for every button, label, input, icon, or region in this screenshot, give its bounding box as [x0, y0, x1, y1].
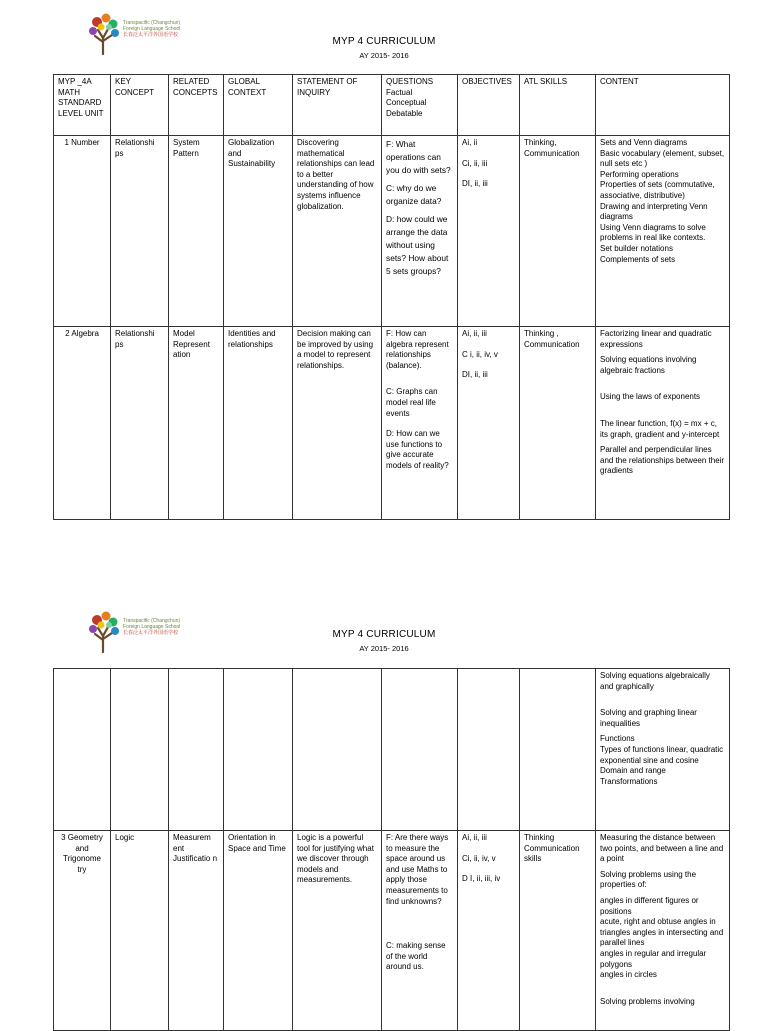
curriculum-table	[53, 74, 730, 520]
statement-of-inquiry-cell: Logic is a powerful tool for justifying what we discover through models and measurements.	[293, 831, 382, 1031]
objective-a: Ai, ii, iii	[462, 833, 487, 842]
key-concept-cell: Relationshi ps	[111, 136, 169, 327]
objective-d: DI, ii, iii	[462, 179, 488, 189]
statement-of-inquiry-cell	[293, 669, 382, 831]
question-conceptual: C: making sense of the world around us.	[386, 941, 446, 972]
statement-of-inquiry-cell: Decision making can be improved by using a model to represent relationships.	[293, 327, 382, 520]
academic-year: AY 2015- 2016	[359, 51, 409, 60]
logo-line-1: Transpacific (Changchun)	[123, 618, 181, 624]
document-page-2	[0, 592, 768, 1024]
logo-line-1: Transpacific (Changchun)	[123, 20, 181, 26]
content-item: Parallel and perpendicular lines and the relationships between their gradients	[600, 445, 725, 476]
questions-cell	[382, 327, 458, 520]
header-row	[54, 75, 730, 136]
objectives-cell	[458, 327, 520, 520]
unit-cell: 3 Geometry and Trigonome try	[54, 831, 111, 1031]
header-global-context: GLOBAL CONTEXT	[224, 75, 293, 136]
objective-a: Ai, ii, iii	[462, 329, 487, 338]
objective-c: C i, ii, iv, v	[462, 349, 498, 359]
related-concepts-cell: System Pattern	[169, 136, 224, 327]
objective-a: Ai, ii	[462, 138, 478, 147]
objectives-cell	[458, 669, 520, 831]
content-item: The linear function, f(x) = mx + c, its graph, gradient and y-intercept	[600, 418, 720, 439]
objectives-cell	[458, 136, 520, 327]
related-concepts-cell: Measurem ent Justificatio n	[169, 831, 224, 1031]
header-key-concept: KEY CONCEPT	[111, 75, 169, 136]
logo-line-2: Foreign Language School	[123, 624, 181, 630]
related-concepts-cell: Model Represent ation	[169, 327, 224, 520]
table-row-geometry	[54, 831, 730, 1031]
header-unit: MYP _4A MATH STANDARD LEVEL UNIT	[54, 75, 111, 136]
content-item: Solving problems involving	[600, 996, 695, 1006]
logo-line-3: 长春泛太平洋外国语学校	[123, 32, 179, 38]
content-cell	[596, 831, 730, 1031]
tree-logo-icon	[86, 10, 122, 56]
content-cell	[596, 669, 730, 831]
content-item: Factorizing linear and quadratic expressions	[600, 329, 712, 349]
atl-skills-cell: Thinking, Communication	[520, 136, 596, 327]
key-concept-cell	[111, 669, 169, 831]
unit-cell: 1 Number	[54, 136, 111, 327]
global-context-cell: Globalization and Sustainability	[224, 136, 293, 327]
logo-line-3: 长春泛太平洋外国语学校	[123, 630, 179, 636]
unit-cell	[54, 669, 111, 831]
logo-line-2: Foreign Language School	[123, 26, 181, 32]
header-atl-skills: ATL SKILLS	[520, 75, 596, 136]
atl-skills-cell: Thinking Communication skills	[520, 831, 596, 1031]
question-conceptual: C: why do we organize data?	[386, 183, 442, 206]
table-row-algebra	[54, 327, 730, 520]
header-statement-of-inquiry: STATEMENT OF INQUIRY	[293, 75, 382, 136]
content-cell: Sets and Venn diagrams Basic vocabulary (element, subset, null sets etc ) Performing operations Properties of sets (commutative, associative, distributive) Drawing and interpreting Venn diagrams Using Venn diagrams to solve problems in real like contexts. Set builder notations Complements of sets	[596, 136, 730, 327]
question-debatable: D: how could we arrange the data without using sets? How about 5 sets groups?	[386, 214, 449, 276]
objective-c: Ci, ii, iii	[462, 158, 488, 168]
question-factual: F: Are there ways to measure the space around us and use Maths to apply those measurements to find unknowns?	[386, 833, 449, 906]
global-context-cell: Orientation in Space and Time	[224, 831, 293, 1031]
content-cell	[596, 327, 730, 520]
header-objectives: OBJECTIVES	[458, 75, 520, 136]
objective-d: D I, ii, iii, iv	[462, 874, 501, 884]
content-item: Using the laws of exponents	[600, 392, 701, 402]
content-item: Solving problems using the properties of:	[600, 869, 697, 890]
header-content: CONTENT	[596, 75, 730, 136]
page-title: MYP 4 CURRICULUM	[332, 36, 436, 47]
question-debatable: D: How can we use functions to give accurate models of reality?	[386, 429, 449, 470]
objective-d: DI, ii, iii	[462, 370, 488, 380]
atl-skills-cell	[520, 669, 596, 831]
question-factual: F: What operations can you do with sets?	[386, 139, 451, 175]
page-title: MYP 4 CURRICULUM	[332, 629, 436, 640]
table-row-continued	[54, 669, 730, 831]
content-item: angles in different figures or positions acute, right and obtuse angles in triangles angles in intersecting and parallel lines angles in regular and irregular polygons angles in circles	[600, 895, 724, 980]
questions-cell	[382, 136, 458, 327]
global-context-cell: Identities and relationships	[224, 327, 293, 520]
header-related-concepts: RELATED CONCEPTS	[169, 75, 224, 136]
content-item: Solving and graphing linear inequalities	[600, 708, 697, 728]
curriculum-table-continued	[53, 668, 730, 1031]
atl-skills-cell: Thinking , Communication	[520, 327, 596, 520]
objective-c: Ci, ii, iv, v	[462, 853, 496, 863]
content-item: Solving equations algebraically and graphically	[600, 671, 710, 691]
key-concept-cell: Logic	[111, 831, 169, 1031]
global-context-cell	[224, 669, 293, 831]
question-factual: F: How can algebra represent relationships (balance).	[386, 329, 449, 370]
content-item: Solving equations involving algebraic fractions	[600, 355, 697, 375]
content-item: Functions Types of functions linear, quadratic exponential sine and cosine Domain and range Transformations	[600, 734, 724, 786]
objectives-cell	[458, 831, 520, 1031]
unit-cell: 2 Algebra	[54, 327, 111, 520]
questions-cell	[382, 831, 458, 1031]
statement-of-inquiry-cell: Discovering mathematical relationships can lead to a better understanding of how systems influence globalization.	[293, 136, 382, 327]
questions-cell	[382, 669, 458, 831]
content-item: Measuring the distance between two points, and between a line and a point	[600, 833, 724, 864]
key-concept-cell: Relationshi ps	[111, 327, 169, 520]
academic-year: AY 2015- 2016	[359, 644, 409, 653]
table-row-number	[54, 136, 730, 327]
related-concepts-cell	[169, 669, 224, 831]
header-questions: QUESTIONS Factual Conceptual Debatable	[382, 75, 458, 136]
question-conceptual: C: Graphs can model real life events	[386, 387, 438, 418]
